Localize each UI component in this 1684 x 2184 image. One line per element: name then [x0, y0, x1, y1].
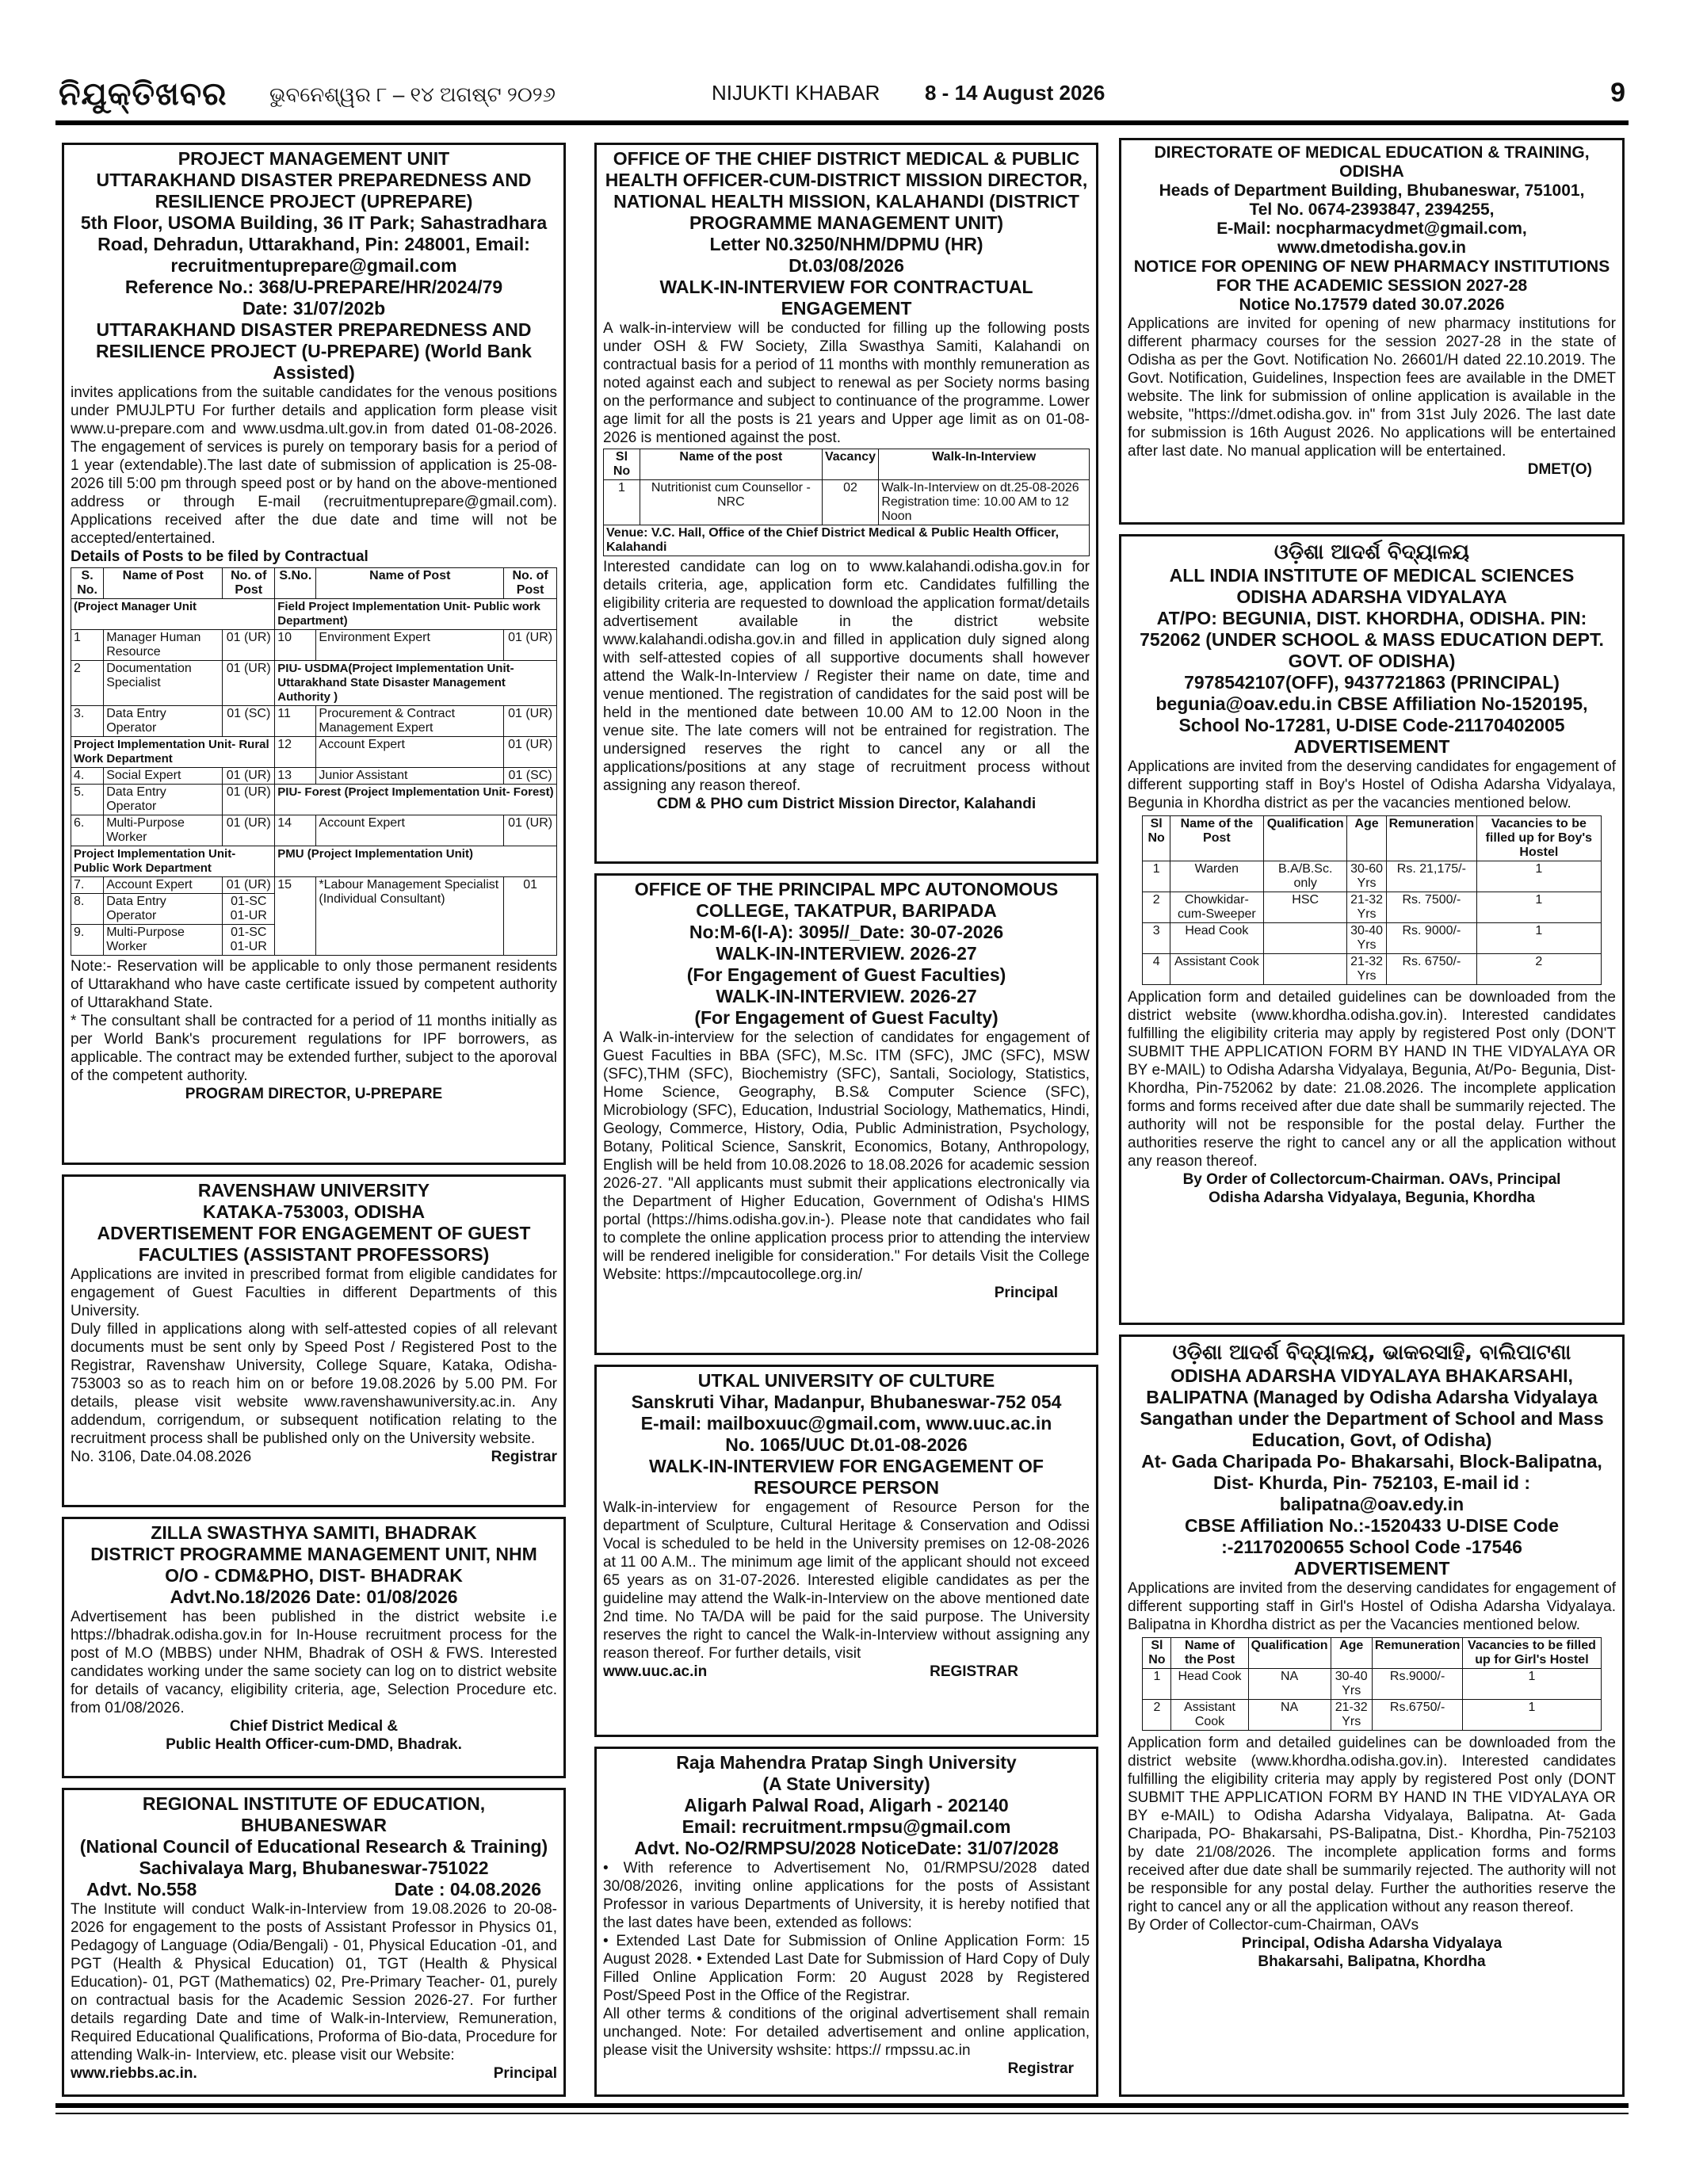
paper-name: NIJUKTI KHABAR: [712, 81, 880, 105]
ad-address: 5th Floor, USOMA Building, 36 IT Park; Sahastradhara Road, Dehradun, Uttarakhand, Pin: 248001, Email: recruitmentuprepare@gmail.com: [80, 212, 548, 276]
cell: 21-32 Yrs: [1347, 954, 1386, 985]
ad-signature: Registrar: [491, 1449, 557, 1465]
cell: [1263, 923, 1347, 954]
ad-address: Heads of Department Building, Bhubaneswar, 751001,: [1159, 181, 1585, 200]
ad-ref-row: [71, 1879, 557, 1900]
table-header: Age: [1347, 816, 1386, 861]
ad-reference: Letter N0.3250/NHM/DPMU (HR): [709, 234, 983, 254]
cell: B.A/B.Sc. only: [1263, 861, 1347, 892]
ad-body: invites applications from the suitable candidates for the venous positions under PMUJLPTU For further details and application form please visit www.u-prepare.com and www.usdma.ult.gov.in from dated 01-08-2026. The engagement of services is purely on temporary basis for a period of 1 year (extendable).The last date of submission of application is 25-08-2026 till 5:00 pm through speed post or by hand on the above-mentioned address or through E-mail (recruitmentuprepare@gmail.com). Applications received after the due date and time will not be accepted/entertained.: [71, 384, 557, 547]
table-header: Walk-In-Interview: [879, 449, 1090, 480]
table-header: S.No.: [275, 568, 316, 599]
cell: Account Expert: [104, 877, 223, 894]
ad-reference: No. 3106, Date.04.08.2026: [71, 1449, 252, 1465]
ad-address: AT/PO: BEGUNIA, DIST. KHORDHA, ODISHA. PIN: 752062 (UNDER SCHOOL & MASS EDUCATION DEPT. GOVT. OF ODISHA): [1140, 608, 1604, 671]
ad-body: Walk-in-interview for engagement of Resource Person for the department of Sculpture, Cultural Heritage & Conservation and Odissi Vocal is scheduled to be held in the University premises on 12-08-2026 at 11 00 A.M.. The minimum age limit of the applicant should not exceed 65 years as on 31-07-2026. Interested eligible candidates as per the guideline may attend the Walk-in-Interview on the above mentioned date 2nd time. No TA/DA will be paid for the said purpose. The University reserves the right to cancel the Walk-in-Interview without assigning any reason thereof. For further details, visit: [603, 1499, 1090, 1662]
cell: 13: [275, 768, 316, 785]
walkin-date: Walk-In-Interview on dt.25-08-2026: [881, 481, 1079, 494]
ad-heading: ODISHA ADARSHA VIDYALAYA BHAKARSAHI, BALIPATNA (Managed by Odisha Adarsha Vidyalaya Sangathan under the Department of School and Mass Education, Govt, of Odisha): [1140, 1365, 1604, 1450]
table-header: Name of the Post: [1170, 816, 1263, 861]
ad-heading: OFFICE OF THE PRINCIPAL MPC AUTONOMOUS COLLEGE, TAKATPUR, BARIPADA: [634, 879, 1059, 921]
cell: Multi-Purpose Worker: [104, 925, 223, 956]
cell: Data Entry Operator: [104, 785, 223, 815]
table-section: PMU (Project Implementation Unit): [275, 846, 557, 877]
ad-heading: UTTARAKHAND DISASTER PREPAREDNESS AND RESILIENCE PROJECT (U-PREPARE) (World Bank Assisted): [96, 319, 532, 383]
date-odia: ଭୁବନେଶ୍ୱର ୮ – ୧୪ ଅଗଷ୍ଟ ୨୦୨୬: [269, 82, 556, 106]
table-section: Project Implementation Unit- Public Work Department: [71, 846, 275, 877]
ad-signature: Principal: [994, 1285, 1058, 1301]
ad-footer: [1128, 460, 1616, 479]
ad-body: A Walk-in-interview for the selection of candidates for engagement of Guest Faculties in BBA (SFC), M.Sc. ITM (SFC), JMC (SFC), MSW (SFC),THM (SFC), Biochemistry (SFC), Santali, Sociology, Statistics, Home Science, Geography, B.S& Computer Science (SFC), Microbiology (SFC), Education, Industrial Sociology, Mathematics, Hindi, Geology, Commerce, History, Odia, Public Administration, Psychology, Botany, Political Science, Sanskrit, Economics, Botany, Anthropology, English will be held from 10.08.2026 to 18.08.2026 for academic session 2026-27. "All applicants must submit their applications electronically via the Department of Higher Education, Government of Odisha's HIMS portal (https://hims.odisha.gov.in-). Please note that candidates who fail to complete the online application process prior to attending the interview will be rendered ineligible for consideration." For details Visit the College Website: https://mpcautocollege.org.in/: [603, 1029, 1090, 1283]
table-row: [71, 768, 557, 785]
table-row: [71, 630, 557, 661]
cell: 12: [275, 737, 316, 768]
ad-body: All other terms & conditions of the original advertisement shall remain unchanged. Note: For detailed advertisement and online application, please visit the University wshsite: https:// rmpssu.ac.in: [603, 2006, 1090, 2059]
ad-website: www.dmetodisha.gov.in: [1277, 239, 1466, 257]
cell: HSC: [1263, 892, 1347, 923]
table-header: Remuneration: [1372, 1638, 1463, 1669]
ad-heading: ADVERTISEMENT FOR ENGAGEMENT OF GUEST FACULTIES (ASSISTANT PROFESSORS): [97, 1223, 531, 1265]
ad-heading: O/O - CDM&PHO, DIST- BHADRAK: [165, 1565, 463, 1586]
ad-heading: ALL INDIA INSTITUTE OF MEDICAL SCIENCES: [1169, 565, 1575, 586]
cell: 01 (UR): [223, 815, 275, 846]
ad-body: Interested candidate can log on to www.kalahandi.odisha.gov.in for details criteria, age, application form etc. Candidates fulfilling the eligibility criteria are requested to download the application format/details advertisement available in the district website www.kalahandi.odisha.gov.in and filled in application duly signed along with self-attested copies of all supportive documents shall however attend the Walk-In-Interview / Register their name on date, time and venue mentioned. The registration of candidates for the said post will be held in the mentioned date between 10.00 AM to 12.00 Noon in the venue site. The late comers will not be entrained for registration. The undersigned reserves the right to cancel any or all the applications/positions at any stage of recruitment process without assigning any reason thereof.: [603, 559, 1090, 794]
ad-date: Dt.03/08/2026: [789, 255, 904, 276]
walkin-table: [603, 449, 1090, 556]
newspaper-logo: ନିଯୁକ୍ତିଖବର: [59, 76, 227, 113]
ad-signature: REGISTRAR: [930, 1663, 1018, 1680]
table-header: No. of Post: [223, 568, 275, 599]
ad-reference: Notice No.17579 dated 30.07.2026: [1239, 296, 1505, 314]
ad-oav-begunia: [1119, 534, 1625, 1325]
cell: 2: [71, 661, 104, 706]
registration-time: Registration time: 10.00 AM to 12 Noon: [881, 495, 1069, 523]
ad-reference: Advt.No.18/2026 Date: 01/08/2026: [170, 1586, 458, 1607]
ad-signature: Principal, Odisha Adarsha Vidyalaya: [1241, 1935, 1503, 1952]
cell: 4.: [71, 768, 104, 785]
cell: NA: [1248, 1700, 1331, 1731]
ad-heading: (For Engagement of Guest Faculties): [686, 964, 1006, 985]
ad-affiliation: CBSE Affiliation No.:-1520433 U-DISE Code :-21170200655 School Code -17546: [1184, 1515, 1559, 1557]
ad-heading: ADVERTISEMENT: [1293, 1558, 1450, 1579]
cell: 01-SC 01-UR: [223, 925, 275, 956]
ad-zss-bhadrak: [62, 1517, 566, 1778]
cell: 30-60 Yrs: [1347, 861, 1386, 892]
cell: 11: [275, 706, 316, 737]
vacancy-table: [1142, 815, 1601, 985]
cell: 2: [1143, 892, 1170, 923]
ad-kalahandi: [594, 143, 1098, 864]
ad-rmpsu: [594, 1747, 1098, 2097]
cell: 14: [275, 815, 316, 846]
ad-footer: [603, 1284, 1090, 1302]
ad-signature: Chief District Medical &: [229, 1718, 399, 1735]
table-row: [1143, 954, 1601, 985]
masthead: [55, 73, 1629, 119]
ad-body: Duly filled in applications along with self-attested copies of all relevant documents must be sent only by Speed Post / Registered Post to the Registrar, Ravenshaw University, College Square, Kataka, Odisha-753003 so as to reach him on or before 19.08.2026 by 5.00 PM. For details, please visit website www.ravenshawuniversity.ac.in. Any addendum, corrigendum, or subsequent notification relating to the recruitment process shall be published only on the University website.: [71, 1321, 557, 1447]
ad-note: * The consultant shall be contracted for a period of 11 months initially as per World Bank's procurement regulations for IPF borrowers, as applicable. The contract may be extended further, subject to the aporoval of the competent authority.: [71, 1013, 557, 1084]
vacancy-table: [1142, 1637, 1601, 1731]
cell: Assistant Cook: [1171, 1700, 1248, 1731]
table-row: [71, 706, 557, 737]
cell: 6.: [71, 815, 104, 846]
cell: NA: [1248, 1669, 1331, 1700]
table-section: Field Project Implementation Unit- Public work Department): [275, 599, 557, 630]
cell: Data Entry Operator: [104, 894, 223, 925]
cell: 01 (UR): [504, 815, 557, 846]
cell: 15: [275, 877, 316, 956]
cell: 21-32 Yrs: [1331, 1700, 1372, 1731]
cell: [879, 480, 1090, 525]
table-header: Name of Post: [104, 568, 223, 599]
table-section: Project Implementation Unit- Rural Work Department: [71, 737, 275, 768]
cell: Account Expert: [316, 737, 504, 768]
cell: Account Expert: [316, 815, 504, 846]
ad-heading: KATAKA-753003, ODISHA: [202, 1201, 426, 1222]
ad-rie: [62, 1788, 566, 2097]
cell: 1: [1463, 1669, 1601, 1700]
posts-table: [71, 567, 557, 956]
ad-email: Email: recruitment.rmpsu@gmail.com: [682, 1816, 1011, 1837]
ad-heading: UTKAL UNIVERSITY OF CULTURE: [697, 1370, 995, 1391]
cell: 1: [1143, 1669, 1171, 1700]
cell: 8.: [71, 894, 104, 925]
ad-signature: PROGRAM DIRECTOR, U-PREPARE: [185, 1086, 443, 1102]
table-row: [71, 846, 557, 877]
cell: 2: [1143, 1700, 1171, 1731]
cell: 1: [1477, 861, 1601, 892]
table-row: [71, 785, 557, 815]
cell: 01 (SC): [504, 768, 557, 785]
ad-body: Applications are invited from the deserving candidates for engagement of different supporting staff in Girl's Hostel of Odisha Adarsha Vidyalaya. Balipatna in Khordha district as per the Vacancies mentioned below.: [1128, 1580, 1616, 1633]
cell: 02: [822, 480, 879, 525]
table-header: S. No.: [71, 568, 104, 599]
ad-reference: Advt. No.558: [86, 1879, 197, 1900]
cell: 01: [504, 877, 557, 956]
ad-heading: ZILLA SWASTHYA SAMITI, BHADRAK: [151, 1522, 477, 1543]
cell: 9.: [71, 925, 104, 956]
cell: [1263, 954, 1347, 985]
table-title: Details of Posts to be filed by Contractual: [71, 548, 368, 565]
table-row: [71, 737, 557, 768]
table-header: Sl No: [1143, 1638, 1171, 1669]
ad-address: At- Gada Charipada Po- Bhakarsahi, Block-Balipatna, Dist- Khurda, Pin- 752103, E-mail id : balipatna@oav.edy.in: [1141, 1451, 1602, 1514]
ad-reference: No:M-6(I-A): 3095//_Date: 30-07-2026: [689, 922, 1004, 942]
ad-uprepare: [62, 143, 566, 1165]
cell: Manager Human Resource: [104, 630, 223, 661]
ad-body: Application form and detailed guidelines can be downloaded from the district website (www.khordha.odisha.gov.in). Interested candidates fulfilling the eligibility criteria may apply by registered Post only (DONT SUBMIT THE APPLICATION FORM BY HAND IN THE VIDYALAYA OR BY e-MAIL) to Odisha Adarsha Vidyalaya, Balipatna. At- Gada Charipada, PO- Bhakarsahi, PS-Balipatna, Dist.- Khordha, Pin-752103 by date 21/08/2026. The incomplete application forms and forms received after due date shall be summarily rejected. The authority will not be responsible for any postal delay. Further the authorities reserve the right to cancel any or all the application without any reason thereof.: [1128, 1735, 1616, 1915]
cell: 1: [604, 480, 640, 525]
cell: 10: [275, 630, 316, 661]
cell: 5.: [71, 785, 104, 815]
cell: Rs. 6750/-: [1386, 954, 1477, 985]
cell: Rs. 7500/-: [1386, 892, 1477, 923]
cell: Rs.9000/-: [1372, 1669, 1463, 1700]
issue-date: 8 - 14 August 2026: [925, 81, 1105, 105]
ad-signature: Odisha Adarsha Vidyalaya, Begunia, Khordha: [1209, 1189, 1535, 1206]
ad-note: Note:- Reservation will be applicable to only those permanent residents of Uttarakhand who have caste certificate issued by competent authority of Uttarakhand State.: [71, 958, 557, 1011]
ad-heading: ODISHA ADARSHA VIDYALAYA: [1236, 586, 1507, 607]
ad-signature: Public Health Officer-cum-DMD, Bhadrak.: [166, 1736, 462, 1753]
page-number: 9: [1610, 78, 1625, 108]
ad-heading: WALK-IN-INTERVIEW. 2026-27: [716, 943, 977, 964]
ad-body: • Extended Last Date for Submission of Online Application Form: 15 August 2028. • Extended Last Date for Submission of Hard Copy of Duly Filled Online Application Form: 20 August 2028 by Registered Post/Speed Post in the Office of the Registrar.: [603, 1933, 1090, 2004]
cell: 01 (UR): [504, 630, 557, 661]
table-header: Age: [1331, 1638, 1372, 1669]
table-row: [1143, 861, 1601, 892]
cell: 1: [1477, 892, 1601, 923]
cell: 1: [1477, 923, 1601, 954]
table-header: Qualification: [1263, 816, 1347, 861]
table-row: [1143, 892, 1601, 923]
ad-reference: Reference No.: 368/U-PREPARE/HR/2024/79: [124, 277, 503, 297]
ad-signature: By Order of Collectorcum-Chairman. OAVs, Principal: [1182, 1171, 1561, 1188]
ad-footer: [71, 2064, 557, 2083]
ad-heading: (A State University): [762, 1774, 930, 1794]
table-row: [1143, 923, 1601, 954]
ad-body: Applications are invited in prescribed format from eligible candidates for engagement of Guest Faculties in different Departments of this University.: [71, 1266, 557, 1319]
ad-website-link[interactable]: www.uuc.ac.in: [603, 1663, 708, 1680]
cell: Procurement & Contract Management Expert: [316, 706, 504, 737]
cell: Multi-Purpose Worker: [104, 815, 223, 846]
ad-signature: By Order of Collector-cum-Chairman, OAVs: [1128, 1917, 1419, 1934]
ad-phone: Tel No. 0674-2393847, 2394255,: [1249, 200, 1495, 219]
table-header: Name of Post: [316, 568, 504, 599]
cell: Head Cook: [1171, 1669, 1248, 1700]
ad-body: Applications are invited for opening of new pharmacy institutions for different pharmacy courses for the session 2027-28 in the state of Odisha as per the Govt. Notification No. 26601/H dated 22.10.2019. The Govt. Notification, Guidelines, Inspection fees are available in the DMET website. The link for submission of online application is available in the website, "https://dmet.odisha.gov. in" from 31st July 2026. The last date for submission is 16th August 2026. No applications will be entertained after last date. No manual application will be entertained.: [1128, 315, 1616, 460]
ad-dmet: [1119, 138, 1625, 525]
table-header: Name of the post: [640, 449, 822, 480]
ad-heading: REGIONAL INSTITUTE OF EDUCATION, BHUBANESWAR: [142, 1793, 486, 1835]
cell: *Labour Management Specialist (Individual Consultant): [316, 877, 504, 956]
table-header: Sl No: [604, 449, 640, 480]
ad-heading: NOTICE FOR OPENING OF NEW PHARMACY INSTITUTIONS FOR THE ACADEMIC SESSION 2027-28: [1133, 258, 1610, 295]
ad-heading: WALK-IN-INTERVIEW. 2026-27: [716, 986, 977, 1006]
cell: Warden: [1170, 861, 1263, 892]
table-header: Name of the Post: [1171, 1638, 1248, 1669]
ad-body: Application form and detailed guidelines can be downloaded from the district website (www.khordha.odisha.gov.in). Interested candidates fulfilling the eligibility criteria may apply by registered Post only (DON'T SUBMIT THE APPLICATION FORM BY HAND IN THE VIDYALAYA OR BY e-MAIL) to Odisha Adarsha Vidyalaya, Begunia, At/Po- Begunia, Dist- Khordha, Pin-752062 by date: 21.08.2026. The incomplete application forms and forms received after due date shall be summarily rejected. The authority will not be responsible for the postal delay. Further the authorities reserve the right to cancel any or all the application without any reason thereof.: [1128, 989, 1616, 1170]
ad-heading: UTTARAKHAND DISASTER PREPAREDNESS AND RESILIENCE PROJECT (UPREPARE): [96, 170, 532, 212]
cell: Documentation Specialist: [104, 661, 223, 706]
cell: 7.: [71, 877, 104, 894]
cell: 1: [71, 630, 104, 661]
cell: 01 (UR): [223, 630, 275, 661]
ad-heading: (For Engagement of Guest Faculty): [694, 1007, 999, 1028]
table-row: [1143, 1669, 1601, 1700]
ad-website-link[interactable]: www.riebbs.ac.in.: [71, 2065, 197, 2082]
cell: 01 (UR): [504, 737, 557, 768]
cell: 30-40 Yrs: [1331, 1669, 1372, 1700]
ad-signature: Registrar: [1007, 2060, 1074, 2077]
ad-phone: 7978542107(OFF), 9437721863 (PRINCIPAL): [1184, 672, 1560, 693]
cell: 01 (UR): [223, 768, 275, 785]
ad-heading-odia: ଓଡ଼ିଶା ଆଦର୍ଶ ବିଦ୍ୟାଳୟ, ଭାକରସାହି, ବାଲିପାଟଣା: [1172, 1341, 1571, 1365]
ad-signature: DMET(O): [1527, 461, 1592, 478]
table-section: PIU- USDMA(Project Implementation Unit- Uttarakhand State Disaster Management Authority ): [275, 661, 557, 706]
top-rule: [55, 120, 1629, 125]
cell: 01 (UR): [504, 706, 557, 737]
table-header: Vacancies to be filled up for Boy's Hostel: [1477, 816, 1601, 861]
cell: 01 (UR): [223, 661, 275, 706]
ad-email: E-Mail: nocpharmacydmet@gmail.com,: [1216, 220, 1527, 238]
bottom-rule: [55, 2103, 1629, 2108]
ad-oav-bhakarsahi: [1119, 1334, 1625, 2097]
cell: 01 (UR): [223, 877, 275, 894]
table-header: Vacancy: [822, 449, 879, 480]
ad-heading: WALK-IN-INTERVIEW FOR CONTRACTUAL ENGAGEMENT: [659, 277, 1033, 319]
ad-date: Date: 31/07/202b: [242, 298, 386, 319]
cell: Data Entry Operator: [104, 706, 223, 737]
table-header: No. of Post: [504, 568, 557, 599]
ad-address: Sanskruti Vihar, Madanpur, Bhubaneswar-752 054: [631, 1392, 1062, 1412]
ad-ravenshaw: [62, 1174, 566, 1507]
ad-body: Advertisement has been published in the district website i.e https://bhadrak.odisha.gov.in for In-House recruitment process for the post of M.O (MBBS) under NHM, Bhadrak of OSH & FWS. Interested candidates working under the same society can log on to district website for details of vacancy, eligibility criteria, age, Selection Procedure etc. from 01/08/2026.: [71, 1609, 557, 1716]
ad-signature: CDM & PHO cum District Mission Director, Kalahandi: [656, 796, 1037, 812]
ad-heading-odia: ଓଡ଼ିଶା ଆଦର୍ଶ ବିଦ୍ୟାଳୟ: [1274, 540, 1470, 564]
cell: Rs. 9000/-: [1386, 923, 1477, 954]
cell: 4: [1143, 954, 1170, 985]
ad-email: begunia@oav.edu.in CBSE Affiliation No-1520195, School No-17281, U-DISE Code-21170402005: [1155, 693, 1588, 735]
cell: Head Cook: [1170, 923, 1263, 954]
ad-reference: Advt. No-O2/RMPSU/2028 NoticeDate: 31/07/2028: [634, 1838, 1059, 1858]
cell: 01-SC 01-UR: [223, 894, 275, 925]
cell: Rs.6750/-: [1372, 1700, 1463, 1731]
table-header: Qualification: [1248, 1638, 1331, 1669]
ad-address: Aligarh Palwal Road, Aligarh - 202140: [684, 1795, 1009, 1816]
ad-body: A walk-in-interview will be conducted for filling up the following posts under OSH & FW Society, Zilla Swasthya Samiti, Kalahandi on contractual basis for a period of 11 months with monthly remuneration as noted against each and subject to renewal as per Society norms basing on the performance and subject to continuance of the programme. Lower age limit for all the posts is 21 years and Upper age limit as on 01-08-2026 is mentioned against the post.: [603, 320, 1090, 446]
cell: 3: [1143, 923, 1170, 954]
cell: 2: [1477, 954, 1601, 985]
table-header: Remuneration: [1386, 816, 1477, 861]
table-section: (Project Manager Unit: [71, 599, 275, 630]
bottom-rule-thin: [55, 2113, 1629, 2114]
cell: Environment Expert: [316, 630, 504, 661]
table-row: [71, 661, 557, 706]
ad-signature: Bhakarsahi, Balipatna, Khordha: [1258, 1953, 1486, 1970]
ad-footer: [603, 2060, 1090, 2078]
ad-body: Applications are invited from the deserving candidates for engagement of different supporting staff in Boy's Hostel of Odisha Adarsha Vidyalaya, Begunia in Khordha district as per the vacancies mentioned below.: [1128, 758, 1616, 811]
ad-heading: OFFICE OF THE CHIEF DISTRICT MEDICAL & PUBLIC HEALTH OFFICER-CUM-DISTRICT MISSION DIRECTOR, NATIONAL HEALTH MISSION, KALAHANDI (DISTRICT PROGRAMME MANAGEMENT UNIT): [605, 148, 1088, 233]
cell: 30-40 Yrs: [1347, 923, 1386, 954]
ad-body: The Institute will conduct Walk-in-Interview from 19.08.2026 to 20-08-2026 for engagement to the posts of Assistant Professor in Physics 01, Pedagogy of Language (Odia/Bengali) - 01, Physical Education -01, and PGT (Health & Physical Education) 01, TGT (Health & Physical Education)- 01, PGT (Mathematics) 02, Pre-Primary Teacher- 01, purely on contractual basis for the Academic Session 2026-27. For further details regarding Date and time of Walk-in-Interview, Remuneration, Required Educational Qualifications, Proforma of Bio-data, Procedure for attending Walk-in- Interview, etc. please visit our Website:: [71, 1901, 557, 2064]
ad-signature: Principal: [493, 2065, 557, 2082]
cell: Assistant Cook: [1170, 954, 1263, 985]
ad-heading: ADVERTISEMENT: [1293, 736, 1450, 757]
table-section: PIU- Forest (Project Implementation Unit- Forest): [275, 785, 557, 815]
cell: Nutritionist cum Counsellor - NRC: [640, 480, 822, 525]
cell: Chowkidar-cum-Sweeper: [1170, 892, 1263, 923]
table-row: [71, 815, 557, 846]
cell: 21-32 Yrs: [1347, 892, 1386, 923]
ad-heading: DIRECTORATE OF MEDICAL EDUCATION & TRAINING, ODISHA: [1154, 143, 1590, 181]
table-row: [604, 480, 1090, 525]
cell: Social Expert: [104, 768, 223, 785]
cell: 3.: [71, 706, 104, 737]
table-header: Sl No: [1143, 816, 1170, 861]
cell: 1: [1143, 861, 1170, 892]
cell: Junior Assistant: [316, 768, 504, 785]
ad-footer: [603, 1663, 1090, 1681]
ad-heading: Raja Mahendra Pratap Singh University: [676, 1752, 1017, 1773]
cell: Rs. 21,175/-: [1386, 861, 1477, 892]
ad-heading: WALK-IN-INTERVIEW FOR ENGAGEMENT OF RESOURCE PERSON: [649, 1456, 1044, 1498]
table-row: [71, 877, 557, 894]
ad-body: • With reference to Advertisement No, 01/RMPSU/2028 dated 30/08/2026, inviting online applications for the posts of Assistant Professor in various Departments of University, it is hereby notified that the last dates have been, extended as follows:: [603, 1860, 1090, 1931]
ad-email: E-mail: mailboxuuc@gmail.com, www.uuc.ac.in: [640, 1413, 1052, 1434]
table-row: [1143, 1700, 1601, 1731]
ad-reference: No. 1065/UUC Dt.01-08-2026: [725, 1434, 968, 1455]
table-header: Vacancies to be filled up for Girl's Hostel: [1463, 1638, 1601, 1669]
ad-heading: RAVENSHAW UNIVERSITY: [197, 1180, 430, 1201]
ad-heading: (National Council of Educational Research & Training) Sachivalaya Marg, Bhubaneswar-751022: [79, 1836, 548, 1878]
ad-utkal-culture: [594, 1365, 1098, 1737]
ad-footer: [71, 1448, 557, 1466]
ad-heading: DISTRICT PROGRAMME MANAGEMENT UNIT, NHM: [90, 1544, 537, 1564]
cell: 1: [1463, 1700, 1601, 1731]
ad-mpc-college: [594, 873, 1098, 1355]
cell: 01 (SC): [223, 706, 275, 737]
ad-date: Date : 04.08.2026: [394, 1879, 541, 1900]
cell: 01 (UR): [223, 785, 275, 815]
ad-heading: PROJECT MANAGEMENT UNIT: [178, 148, 450, 169]
venue: Venue: V.C. Hall, Office of the Chief District Medical & Public Health Officer, Kalahandi: [604, 525, 1090, 556]
